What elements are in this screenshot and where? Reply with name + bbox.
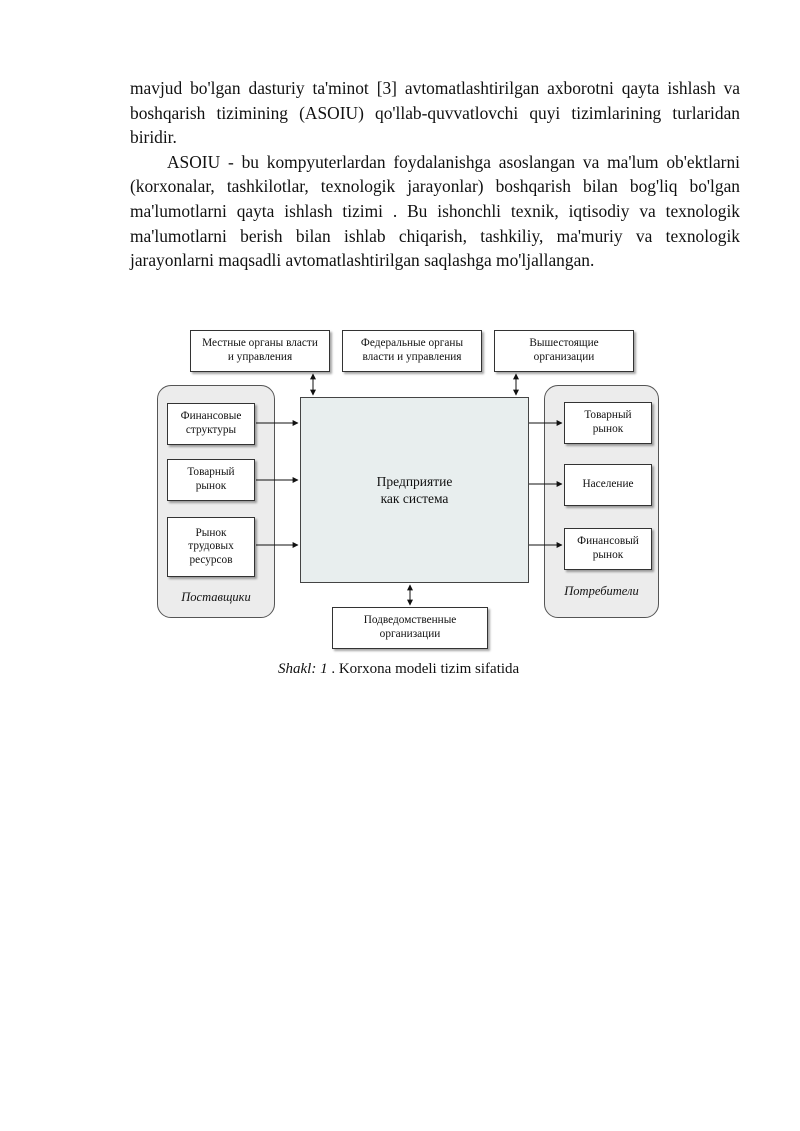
consumer-population: Население	[564, 464, 652, 506]
caption-number: 1	[320, 661, 328, 677]
figure-caption	[278, 661, 519, 678]
local-authorities-box: Местные органы власти и управления	[190, 330, 330, 372]
paragraph-2: ASOIU - bu kompyuterlardan foydalanishga asoslangan va ma'lum ob'ektlarni (korxonalar, tashkilotlar, texnologik jarayonlar) boshqarish bilan bog'liq bo'lgan ma'lumotlarni qayta ishlash tizimi . Bu ishonchli texnik, iqtisodiy va texnologik ma'lumotlarni berish bilan ishlab chiqarish, tashkiliy, ma'muriy va texnologik jarayonlarni maqsadli avtomatlashtirilgan saqlashga mo'ljallangan.	[130, 151, 740, 271]
caption-prefix: Shakl:	[278, 661, 317, 677]
caption-text: . Korxona modeli tizim sifatida	[331, 661, 520, 677]
paragraph-1: mavjud bo'lgan dasturiy ta'minot [3] avtomatlashtirilgan axborotni qayta ishlash va boshqarish tizimining (ASOIU) qo'llab-quvvatlovchi quyi tizimlarining turlaridan biridir.	[130, 78, 740, 148]
federal-authorities-box: Федеральные органы власти и управления	[342, 330, 482, 372]
subordinate-organizations-box: Подведомственные организации	[332, 607, 488, 649]
supplier-labor-market: Рынок трудовых ресурсов	[167, 517, 255, 577]
supplier-financial-structures: Финансовые структуры	[167, 403, 255, 445]
suppliers-label: Поставщики	[181, 590, 251, 604]
diagram-connectors	[155, 325, 661, 655]
consumer-financial-market: Финансовый рынок	[564, 528, 652, 570]
enterprise-as-system-box: Предприятие как система	[300, 397, 529, 583]
supplier-commodity-market: Товарный рынок	[167, 459, 255, 501]
consumers-label: Потребители	[564, 584, 639, 598]
consumer-commodity-market: Товарный рынок	[564, 402, 652, 444]
enterprise-system-diagram	[155, 325, 661, 655]
higher-organizations-box: Вышестоящие организации	[494, 330, 634, 372]
body-text	[130, 76, 740, 273]
